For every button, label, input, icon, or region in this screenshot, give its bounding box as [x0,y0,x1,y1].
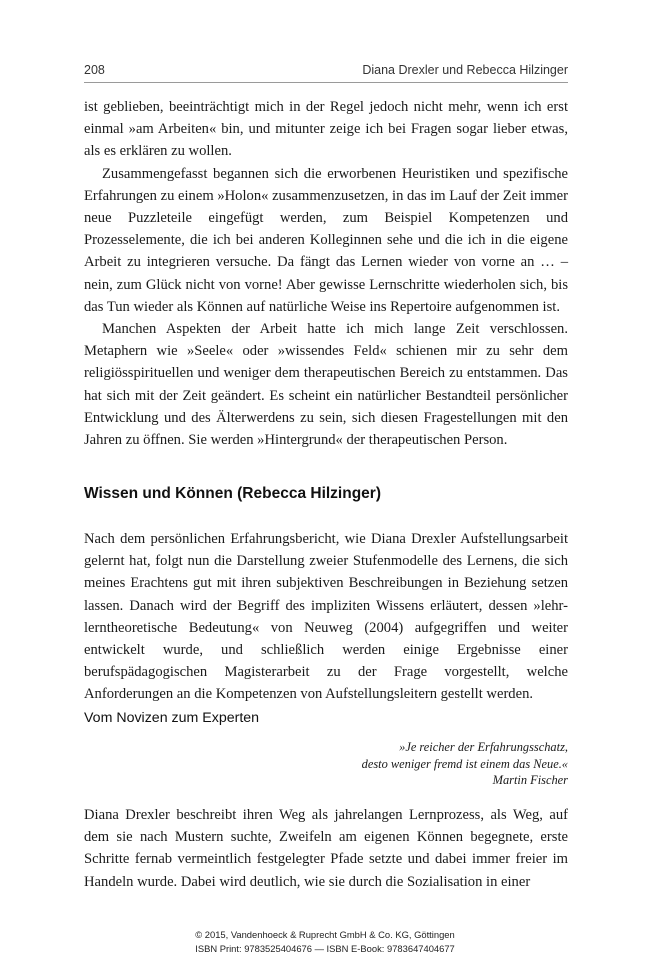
epigraph-line: desto weniger fremd ist einem das Neue.« [361,756,568,771]
subsection-heading: Vom Novizen zum Experten [84,710,260,726]
paragraph: Diana Drexler beschreibt ihren Weg als jahrelangen Lernprozess, als Weg, auf dem sie nach Mustern suchte, Zweifeln am eigenen Können begegnete, erste Schritte fernab vermeintlich festgelegter Pfade setzte und dabei immer freier im Handeln wurde. Dabei wird deutlich, wie sie durch die Sozialisation in einer [84,807,568,890]
section-text-continuation [84,96,568,451]
page-header [84,60,568,83]
paragraph: ist geblieben, beeinträchtigt mich in der Regel jedoch nicht mehr, wenn ich erst einmal »am Arbeiten« bin, und mitunter zeige ich bei Fragen sogar lieber etwas, als es erklären zu wollen. [84,99,568,160]
running-head: Diana Drexler und Rebecca Hilzinger [362,63,568,77]
isbn-line: ISBN Print: 9783525404676 — ISBN E-Book: 9783647404677 [195,942,455,954]
subsection-text [84,804,568,893]
copyright-line: © 2015, Vandenhoeck & Ruprecht GmbH & Co. KG, Göttingen [195,929,455,940]
copyright-footer [0,928,650,955]
epigraph [268,739,568,789]
epigraph-line: »Je reicher der Erfahrungsschatz, [399,740,568,754]
section-text [84,528,568,706]
page-number: 208 [84,63,105,77]
epigraph-author: Martin Fischer [492,773,568,787]
paragraph: Nach dem persönlichen Erfahrungsbericht, wie Diana Drexler Aufstellungsarbeit gelernt hat, folgt nun die Darstellung zweier Stufenmodelle des Lernens, die sich meines Erachtens gut mit ihren subjektiven Beschreibungen in Beziehung setzen lassen. Danach wird der Begriff des impliziten Wissens erläutert, dessen »lehr-lerntheoretische Bedeutung« von Neuweg (2004) aufgegriffen und weiter entwickelt wurde, und schließlich werden einige Ergebnisse einer berufspädagogischen Magisterarbeit zu der Frage vorgestellt, welche Anforderungen an die Kompetenzen von Aufstellungsleitern gestellt werden. [84,531,568,703]
paragraph: Zusammengefasst begannen sich die erworbenen Heuristiken und spezifische Erfahrungen zu einem »Holon« zusammenzusetzen, in das im Lauf der Zeit immer neue Puzzleteile eingefügt werden, zum Beispiel Kompetenzen und Prozesselemente, die ich bei anderen Kolleginnen sehe und die ich in die eigene Arbeit zu integrieren versuche. Da fängt das Lernen wieder von vorne an … – nein, zum Glück nicht von vorne! Aber gewisse Lernschritte wiederholen sich, bis das Tun wieder als Können auf natürliche Weise ins Repertoire aufgenommen ist. [84,165,568,315]
section-heading: Wissen und Können (Rebecca Hilzinger) [84,485,381,502]
paragraph: Manchen Aspekten der Arbeit hatte ich mich lange Zeit verschlossen. Metaphern wie »Seele« oder »wissendes Feld« schienen mir zu sehr dem religiösspirituellen und weniger dem therapeutischen Bereich zu entstammen. Das hat sich mit der Zeit geändert. Es scheint ein natürlicher Bestandteil persönlicher Entwicklung und des Älterwerdens zu sein, sich diesen Fragestellungen mit den Jahren zu öffnen. Sie werden »Hintergrund« der therapeutischen Person. [84,321,568,449]
